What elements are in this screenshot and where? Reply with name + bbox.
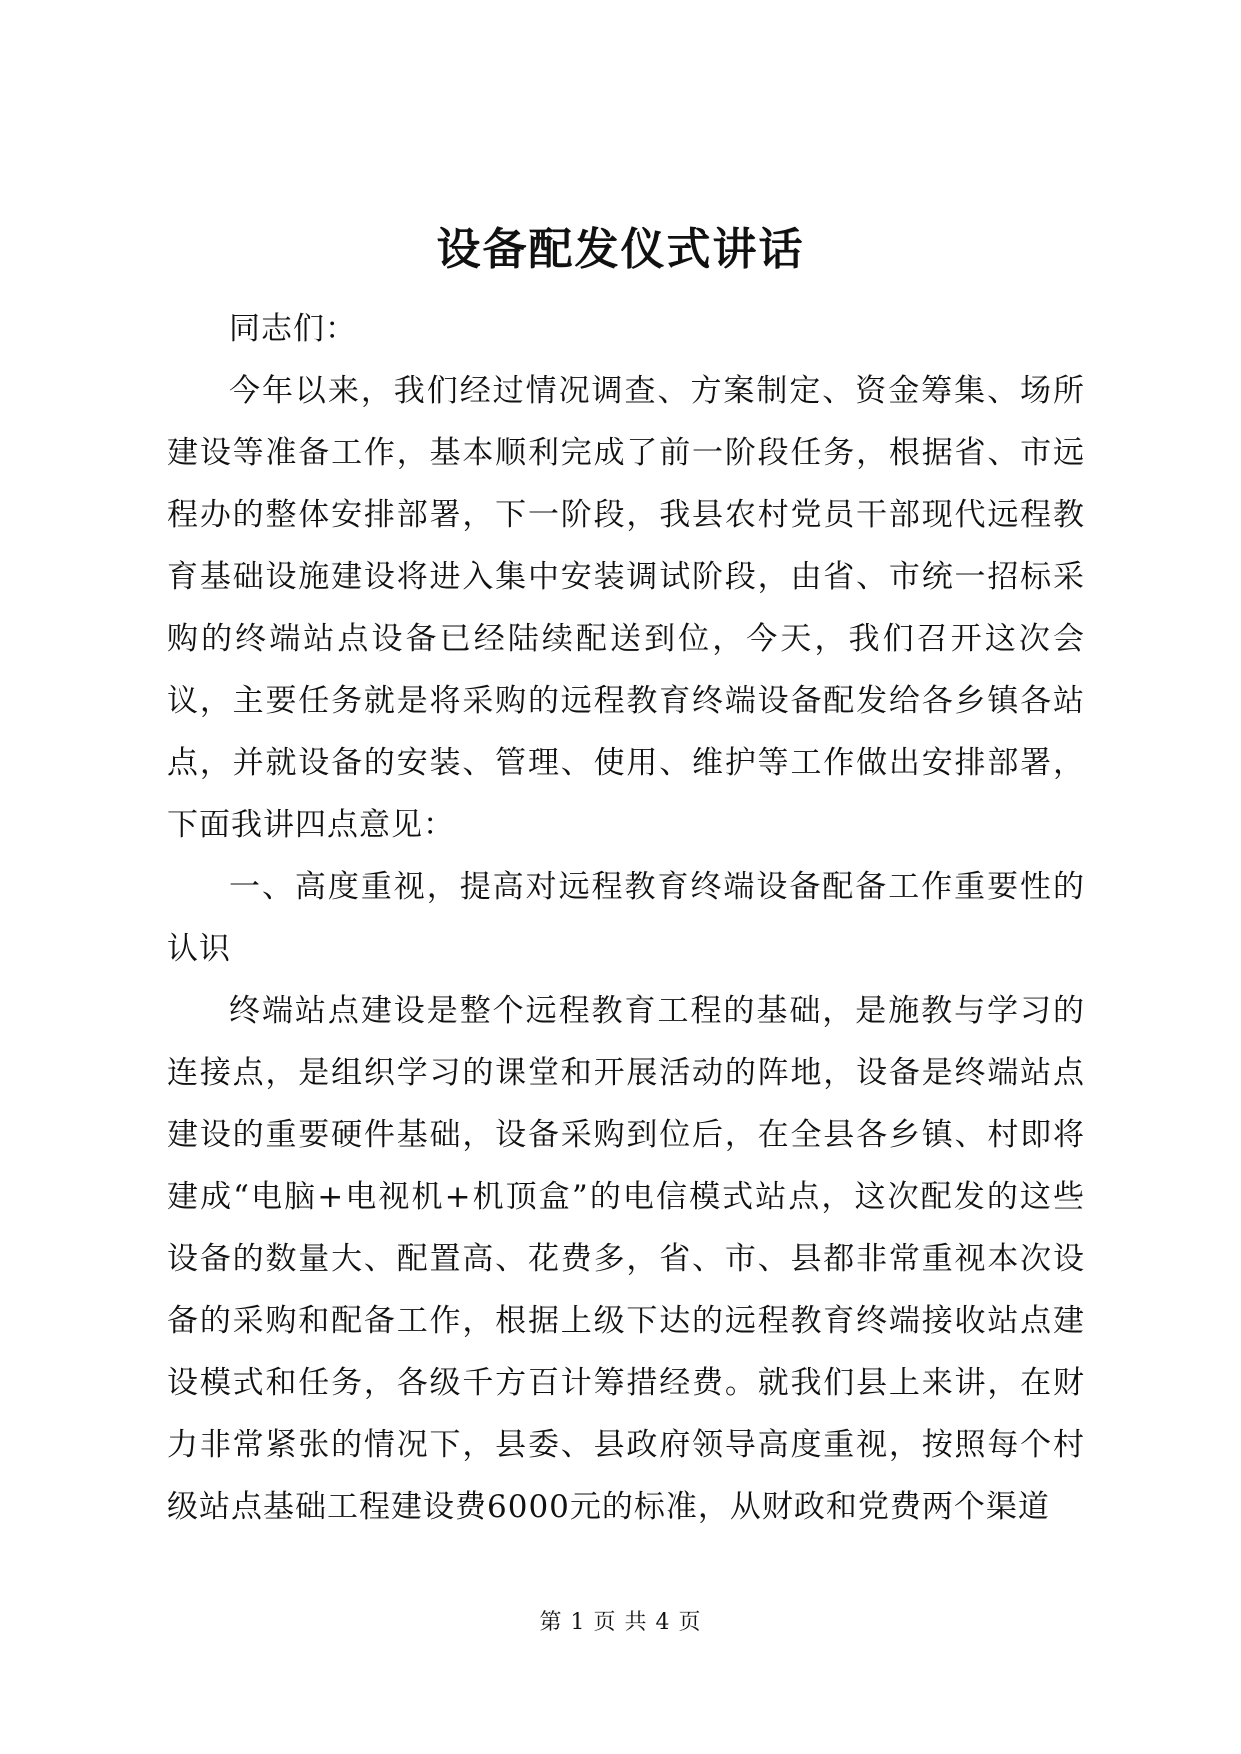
section-heading-1: 一、高度重视，提高对远程教育终端设备配备工作重要性的认识	[167, 869, 1085, 967]
salutation-paragraph: 同志们：	[229, 311, 357, 347]
section-1-paragraph: 终端站点建设是整个远程教育工程的基础，是施教与学习的连接点，是组织学习的课堂和开展活动的阵地，设备是终端站点建设的重要硬件基础，设备采购到位后，在全县各乡镇、村即将建成“电脑+电视机+机顶盒”的电信模式站点，这次配发的这些设备的数量大、配置高、花费多，省、市、县都非常重视本次设备的采购和配备工作，根据上级下达的远程教育终端接收站点建设模式和任务，各级千方百计筹措经费。就我们县上来讲，在财力非常紧张的情况下，县委、县政府领导高度重视，按照每个村级站点基础工程建设费6000元的标准，从财政和党费两个渠道	[167, 993, 1085, 1525]
document-body	[167, 298, 1085, 1538]
document-title: 设备配发仪式讲话	[436, 224, 805, 275]
intro-paragraph: 今年以来，我们经过情况调查、方案制定、资金筹集、场所建设等准备工作，基本顺利完成了前一阶段任务，根据省、市远程办的整体安排部署，下一阶段，我县农村党员干部现代远程教育基础设施建设将进入集中安装调试阶段，由省、市统一招标采购的终端站点设备已经陆续配送到位，今天，我们召开这次会议，主要任务就是将采购的远程教育终端设备配发给各乡镇各站点，并就设备的安装、管理、使用、维护等工作做出安排部署，下面我讲四点意见：	[167, 373, 1085, 843]
page-footer: 第 1 页 共 4 页	[539, 1610, 702, 1635]
